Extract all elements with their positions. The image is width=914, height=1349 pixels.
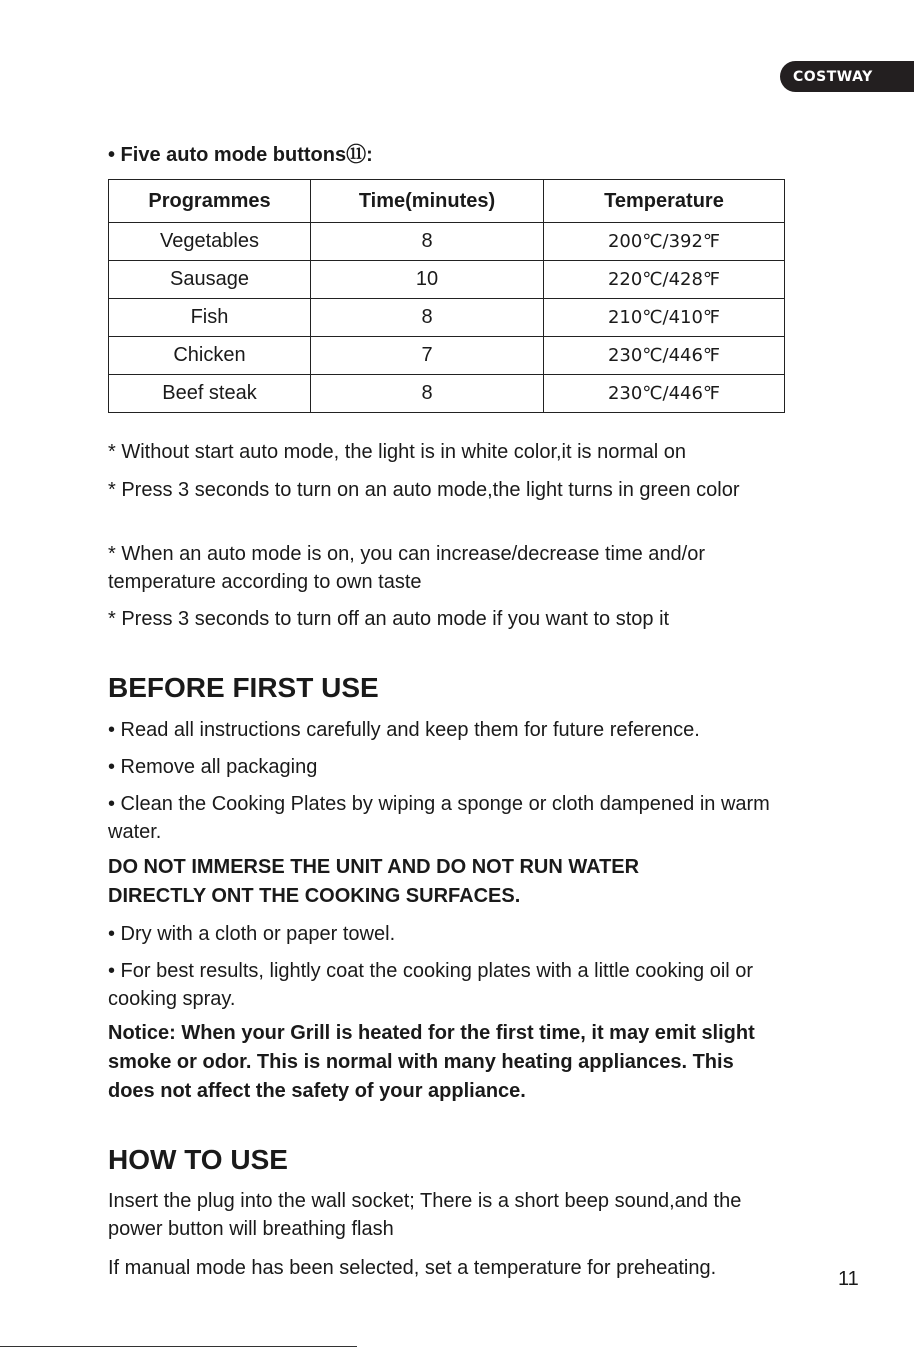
- instruction-remove-packaging: • Remove all packaging: [108, 756, 318, 778]
- brand-badge: COSTWAY: [780, 61, 914, 92]
- page-number: 11: [838, 1268, 859, 1290]
- table-row: [109, 299, 785, 337]
- footer-divider: [0, 1346, 357, 1347]
- temperature-cell: 230℃/446℉: [544, 375, 785, 413]
- programme-cell: Beef steak: [109, 375, 311, 413]
- col-header-time: Time(minutes): [311, 180, 544, 223]
- instruction-clean: • Clean the Cooking Plates by wiping a sponge or cloth dampened in warm water.: [108, 793, 770, 843]
- col-header-temperature: Temperature: [544, 180, 785, 223]
- usage-manual-mode: If manual mode has been selected, set a temperature for preheating.: [108, 1257, 717, 1279]
- programme-cell: Vegetables: [109, 223, 311, 261]
- usage-plug-in: Insert the plug into the wall socket; There is a short beep sound,and the power button will breathing flash: [108, 1190, 742, 1240]
- temperature-cell: 230℃/446℉: [544, 337, 785, 375]
- time-cell: 7: [311, 337, 544, 375]
- table-header-row: [109, 180, 785, 223]
- immersion-warning: DO NOT IMMERSE THE UNIT AND DO NOT RUN WATER DIRECTLY ONT THE COOKING SURFACES.: [108, 856, 640, 907]
- programmes-table: [108, 179, 785, 413]
- table-row: [109, 375, 785, 413]
- time-cell: 8: [311, 223, 544, 261]
- temperature-cell: 210℃/410℉: [544, 299, 785, 337]
- programme-cell: Fish: [109, 299, 311, 337]
- before-first-use-heading: BEFORE FIRST USE: [108, 672, 379, 703]
- temperature-cell: 220℃/428℉: [544, 261, 785, 299]
- table-row: [109, 337, 785, 375]
- table-row: [109, 261, 785, 299]
- note-white-light: * Without start auto mode, the light is in white color,it is normal on: [108, 441, 687, 463]
- instruction-read: • Read all instructions carefully and keep them for future reference.: [108, 719, 700, 741]
- time-cell: 10: [311, 261, 544, 299]
- time-cell: 8: [311, 299, 544, 337]
- temperature-cell: 200℃/392℉: [544, 223, 785, 261]
- table-row: [109, 223, 785, 261]
- first-heat-notice: Notice: When your Grill is heated for the first time, it may emit slight smoke or odor. This is normal with many heating appliances. This does not affect the safety of your appliance.: [108, 1022, 755, 1102]
- how-to-use-heading: HOW TO USE: [108, 1144, 288, 1175]
- note-adjust: * When an auto mode is on, you can increase/decrease time and/or temperature according to own taste: [108, 543, 706, 593]
- instruction-dry: • Dry with a cloth or paper towel.: [108, 923, 396, 945]
- note-green-light: * Press 3 seconds to turn on an auto mode,the light turns in green color: [108, 479, 740, 501]
- instruction-coat: • For best results, lightly coat the cooking plates with a little cooking oil or cooking spray.: [108, 960, 754, 1010]
- time-cell: 8: [311, 375, 544, 413]
- programme-cell: Chicken: [109, 337, 311, 375]
- col-header-programmes: Programmes: [109, 180, 311, 223]
- note-turn-off: * Press 3 seconds to turn off an auto mode if you want to stop it: [108, 608, 670, 630]
- auto-modes-title: • Five auto mode buttons⑪:: [108, 144, 373, 166]
- programme-cell: Sausage: [109, 261, 311, 299]
